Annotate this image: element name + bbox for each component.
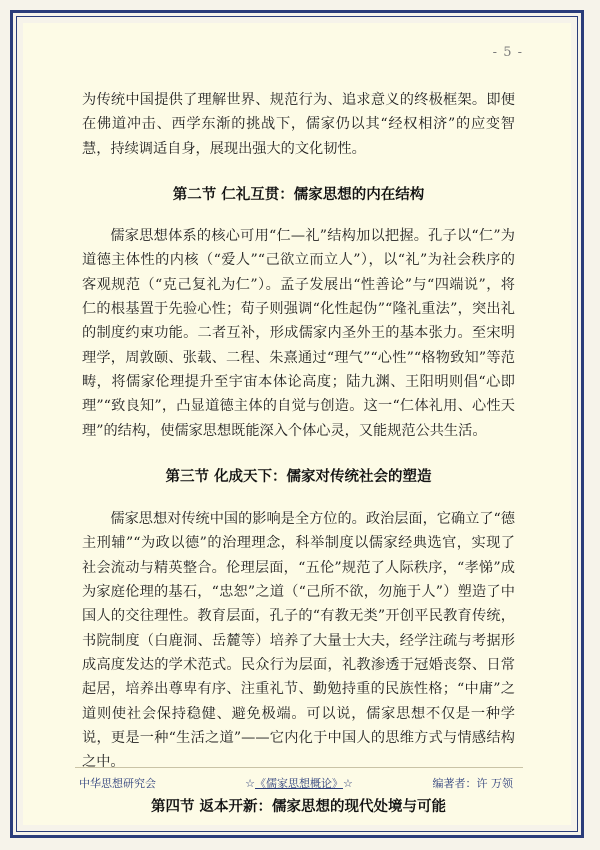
- footer-book-title-text: 《儒家思想概论》: [255, 777, 343, 790]
- section-4-title: 第四节 返本开新：儒家思想的现代处境与可能: [150, 798, 447, 816]
- footer-divider: [75, 767, 523, 768]
- star-icon: ☆: [245, 777, 255, 790]
- section-2-paragraph: 儒家思想体系的核心可用“仁—礼”结构加以把握。孔子以“仁”为道德主体性的内核（“爱人”“己欲立而立人”），以“礼”为社会秩序的客观规范（“克己复礼为仁”）。孟子发展出“性善论”与“四端说”，将仁的根基置于先验心性；荀子则强调“化性起伪”“隆礼重法”，突出礼的制度约束功能。二者互补，形成儒家内圣外王的基本张力。至宋明理学，周敦颐、张载、二程、朱熹通过“理气”“心性”“格物致知”等范畴，将儒家伦理提升至宇宙本体论高度；陆九渊、王阳明则倡“心即理”“致良知”，凸显道德主体的自觉与创造。这一“仁体礼用、心性天理”的结构，使儒家思想既能深入个体心灵，又能规范公共生活。: [82, 228, 515, 439]
- section-2-title: 第二节 仁礼互贯：儒家思想的内在结构: [172, 185, 425, 203]
- document-body: [82, 88, 515, 820]
- footer-author: 编著者：许 万领: [432, 777, 513, 790]
- section-3-title: 第三节 化成天下：儒家对传统社会的塑造: [165, 467, 432, 485]
- footer-organization: 中华思想研究会: [79, 777, 156, 790]
- intro-paragraph: 为传统中国提供了理解世界、规范行为、追求意义的终极框架。即便在佛道冲击、西学东渐的挑战下，儒家仍以其“经权相济”的应变智慧，持续调适自身，展现出强大的文化韧性。: [82, 92, 515, 157]
- page-number: - 5 -: [492, 45, 523, 60]
- star-icon: ☆: [343, 777, 353, 790]
- section-3-paragraph: 儒家思想对传统中国的影响是全方位的。政治层面，它确立了“德主刑辅”“为政以德”的治理理念，科举制度以儒家经典选官，实现了社会流动与精英整合。伦理层面，“五伦”规范了人际秩序，“孝悌”成为家庭伦理的基石，“忠恕”之道（“己所不欲，勿施于人”）塑造了中国人的交往理性。教育层面，孔子的“有教无类”开创平民教育传统，书院制度（白鹿洞、岳麓等）培养了大量士大夫，经学注疏与考据形成高度发达的学术范式。民众行为层面，礼教渗透于冠婚丧祭、日常起居，培养出尊卑有序、注重礼节、勤勉持重的民族性格；“中庸”之道则使社会保持稳健、避免极端。可以说，儒家思想不仅是一种学说，更是一种“生活之道”——它内化于中国人的思维方式与情感结构之中。: [82, 511, 515, 771]
- document-page: [23, 23, 571, 825]
